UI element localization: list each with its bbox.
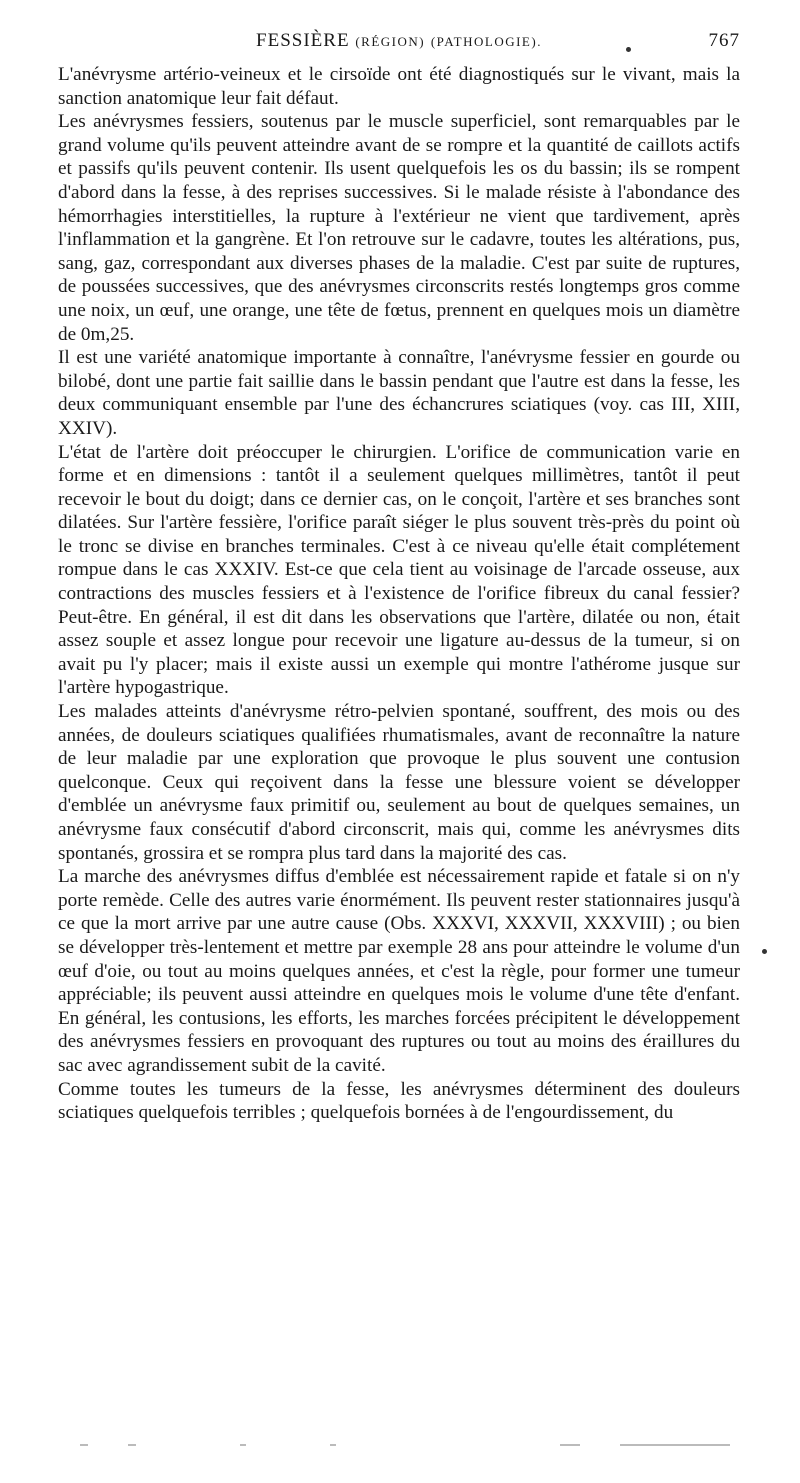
header-section: (PATHOLOGIE). [430,34,542,49]
header-region: (RÉGION) [355,34,426,49]
paragraph-5: Les malades atteints d'anévrysme rétro-pelvien spontané, souffrent, des mois ou des années, de douleurs sciatiques qualifiées rhumatismales, avant de reconnaître la nature de leur maladie par une exploration que provoque le plus souvent une contusion quelconque. Ceux qui reçoivent dans la fesse une blessure voient se développer d'emblée un anévrysme faux primitif ou, seulement au bout de quelques semaines, un anévrysme faux consécutif d'abord circonscrit, mais qui, comme les anévrysmes dits spontanés, grossira et se rompra plus tard dans la majorité des cas. [58,701,740,864]
paragraph-4: L'état de l'artère doit préoccuper le chirurgien. L'orifice de communication varie en forme et en dimensions : tantôt il a seulement quelques millimètres, tantôt il peut recevoir le bout du doigt; dans ce dernier cas, on le conçoit, l'artère et ses branches sont dilatées. Sur l'artère fessière, l'orifice paraît siéger le plus souvent très-près du point où le tronc se divise en branches terminales. C'est à ce niveau qu'elle était complétement rompue dans le cas XXXIV. Est-ce que cela tient au voisinage de l'arcade osseuse, aux contractions des muscles fessiers et à l'existence de l'orifice fibreux du canal fessier? Peut-être. En général, il est dit dans les observations que l'artère, dilatée ou non, était assez souple et assez longue pour recevoir une ligature au-dessus de la tumeur, si on avait pu l'y placer; mais il existe aussi un exemple qui montre l'athérome jusque sur l'artère hypogastrique. [58,441,740,699]
body-text [58,63,740,1125]
paragraph-2: Les anévrysmes fessiers, soutenus par le muscle superficiel, sont remarquables par le grand volume qu'ils peuvent atteindre avant de se rompre et la quantité de caillots actifs et passifs qu'ils peuvent contenir. Ils usent quelquefois les os du bassin; ils se rompent d'abord dans la fesse, à des reprises successives. Si le malade résiste à l'abondance des hémorrhagies interstitielles, la rupture à l'extérieur ne vient que tardivement, après l'inflammation et la gangrène. Et l'on retrouve sur le cadavre, toutes les altérations, pus, sang, gaz, correspondant aux diverses phases de la maladie. C'est par suite de ruptures, de poussées successives, que des anévrysmes circonscrits restés longtemps gros comme une noix, un œuf, une orange, une tête de fœtus, prennent en quelques mois un diamètre de 0m,25. [58,111,740,345]
paragraph-6: La marche des anévrysmes diffus d'emblée est nécessairement rapide et fatale si on n'y porte remède. Celle des autres varie énormément. Ils peuvent rester stationnaires jusqu'à ce que la mort arrive par une autre cause (Obs. XXXVI, XXXVII, XXXVIII) ; ou bien se développer très-lentement et mettre par exemple 28 ans pour atteindre le volume d'un œuf d'oie, ou tout au moins quelques années, et c'est la règle, pour former une tumeur appréciable; ils peuvent aussi atteindre en quelques mois le volume d'une tête d'enfant. En général, les contusions, les efforts, les marches forcées précipitent le développement des anévrysmes fessiers en provoquant des ruptures ou tout au moins des éraillures du sac avec agrandissement subit de la cavité. [58,866,740,1076]
running-title [58,30,740,52]
paragraph-1: L'anévrysme artério-veineux et le cirsoïde ont été diagnostiqués sur le vivant, mais la sanction anatomique leur fait défaut. [58,64,740,109]
running-head [58,30,740,56]
header-title: FESSIÈRE [256,30,350,51]
page-number: 767 [708,30,740,51]
margin-speck [626,47,631,52]
paragraph-7: Comme toutes les tumeurs de la fesse, les anévrysmes déterminent des douleurs sciatiques quelquefois terribles ; quelquefois bornées à de l'engourdissement, du [58,1078,740,1124]
paragraph-3: Il est une variété anatomique importante à connaître, l'anévrysme fessier en gourde ou bilobé, dont une partie fait saillie dans le bassin pendant que l'autre est dans la fesse, les deux communiquant ensemble par l'une des échancrures sciatiques (voy. cas III, XIII, XXIV). [58,347,740,439]
margin-speck [762,949,767,954]
footer-scan-marks [80,1444,730,1450]
